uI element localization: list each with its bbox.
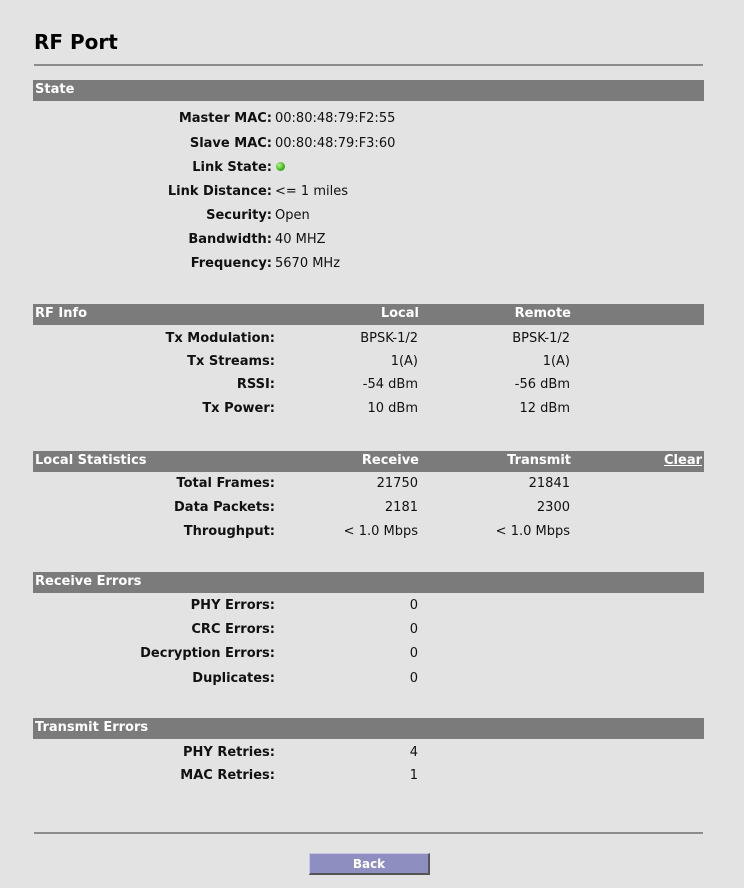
state-row-link-state <box>0 160 744 180</box>
receive-errors-row <box>0 646 744 666</box>
data-packets-transmit: 2300 <box>536 500 570 515</box>
tx-streams-local: 1(A) <box>390 354 418 369</box>
crc-errors-value: 0 <box>409 622 418 637</box>
tx-power-local: 10 dBm <box>367 401 418 416</box>
total-frames-receive: 21750 <box>376 476 418 491</box>
tx-modulation-local: BPSK-1/2 <box>360 331 418 346</box>
frequency-label: Frequency: <box>190 256 272 271</box>
transmit-errors-row <box>0 768 744 788</box>
back-button[interactable]: Back <box>309 853 430 875</box>
local-stats-section-title: Local Statistics <box>35 453 147 468</box>
tx-modulation-label: Tx Modulation: <box>165 331 275 346</box>
rf-info-row <box>0 331 744 351</box>
phy-retries-value: 4 <box>409 745 418 760</box>
local-stats-section-header <box>33 451 704 472</box>
throughput-receive: < 1.0 Mbps <box>343 524 418 539</box>
rf-info-row <box>0 401 744 421</box>
total-frames-label: Total Frames: <box>176 476 275 491</box>
link-state-label: Link State: <box>192 160 272 175</box>
master-mac-value: 00:80:48:79:F2:55 <box>275 111 396 126</box>
tx-modulation-remote: BPSK-1/2 <box>512 331 570 346</box>
slave-mac-label: Slave MAC: <box>189 136 272 151</box>
rssi-remote: -56 dBm <box>514 377 570 392</box>
mac-retries-label: MAC Retries: <box>180 768 275 783</box>
local-stats-row <box>0 500 744 520</box>
duplicates-label: Duplicates: <box>192 671 275 686</box>
rf-info-section-header <box>33 304 704 325</box>
link-state-indicator-icon <box>276 162 285 171</box>
rf-info-col-local: Local <box>380 306 419 321</box>
frequency-value: 5670 MHz <box>275 256 341 271</box>
state-row-security <box>0 208 744 228</box>
rf-info-row <box>0 377 744 397</box>
slave-mac-value: 00:80:48:79:F3:60 <box>275 136 396 151</box>
total-frames-transmit: 21841 <box>528 476 570 491</box>
tx-power-remote: 12 dBm <box>519 401 570 416</box>
receive-errors-row <box>0 622 744 642</box>
receive-errors-section-title: Receive Errors <box>35 574 142 589</box>
state-row-bandwidth <box>0 232 744 252</box>
state-section-header <box>33 80 704 101</box>
bandwidth-value: 40 MHZ <box>275 232 326 247</box>
data-packets-receive: 2181 <box>384 500 418 515</box>
rssi-label: RSSI: <box>236 377 275 392</box>
tx-streams-remote: 1(A) <box>542 354 570 369</box>
local-stats-row <box>0 476 744 496</box>
security-label: Security: <box>206 208 272 223</box>
state-section-title: State <box>35 82 75 97</box>
receive-errors-row <box>0 598 744 618</box>
transmit-errors-row <box>0 745 744 765</box>
bandwidth-label: Bandwidth: <box>188 232 272 247</box>
decryption-errors-value: 0 <box>409 646 418 661</box>
mac-retries-value: 1 <box>409 768 418 783</box>
state-row-link-distance <box>0 184 744 204</box>
state-row-frequency <box>0 256 744 276</box>
throughput-label: Throughput: <box>183 524 275 539</box>
security-value: Open <box>275 208 310 223</box>
crc-errors-label: CRC Errors: <box>191 622 275 637</box>
title-divider <box>34 64 703 66</box>
duplicates-value: 0 <box>409 671 418 686</box>
rf-info-row <box>0 354 744 374</box>
rssi-local: -54 dBm <box>362 377 418 392</box>
link-distance-value: <= 1 miles <box>275 184 348 199</box>
phy-errors-label: PHY Errors: <box>190 598 275 613</box>
master-mac-label: Master MAC: <box>178 111 272 126</box>
data-packets-label: Data Packets: <box>174 500 275 515</box>
receive-errors-row <box>0 671 744 691</box>
rf-info-col-remote: Remote <box>514 306 571 321</box>
transmit-errors-section-header <box>33 718 704 739</box>
rf-info-section-title: RF Info <box>35 306 88 321</box>
clear-stats-link[interactable]: Clear <box>664 453 702 468</box>
local-stats-col-transmit: Transmit <box>507 453 571 468</box>
phy-errors-value: 0 <box>409 598 418 613</box>
state-row-slave-mac <box>0 136 744 156</box>
page-title: RF Port <box>34 30 118 54</box>
local-stats-row <box>0 524 744 544</box>
transmit-errors-section-title: Transmit Errors <box>35 720 149 735</box>
footer-divider <box>34 832 703 834</box>
decryption-errors-label: Decryption Errors: <box>140 646 275 661</box>
tx-power-label: Tx Power: <box>202 401 275 416</box>
link-distance-label: Link Distance: <box>167 184 272 199</box>
local-stats-col-receive: Receive <box>361 453 419 468</box>
state-row-master-mac <box>0 111 744 131</box>
phy-retries-label: PHY Retries: <box>182 745 275 760</box>
throughput-transmit: < 1.0 Mbps <box>495 524 570 539</box>
tx-streams-label: Tx Streams: <box>187 354 275 369</box>
receive-errors-section-header <box>33 572 704 593</box>
